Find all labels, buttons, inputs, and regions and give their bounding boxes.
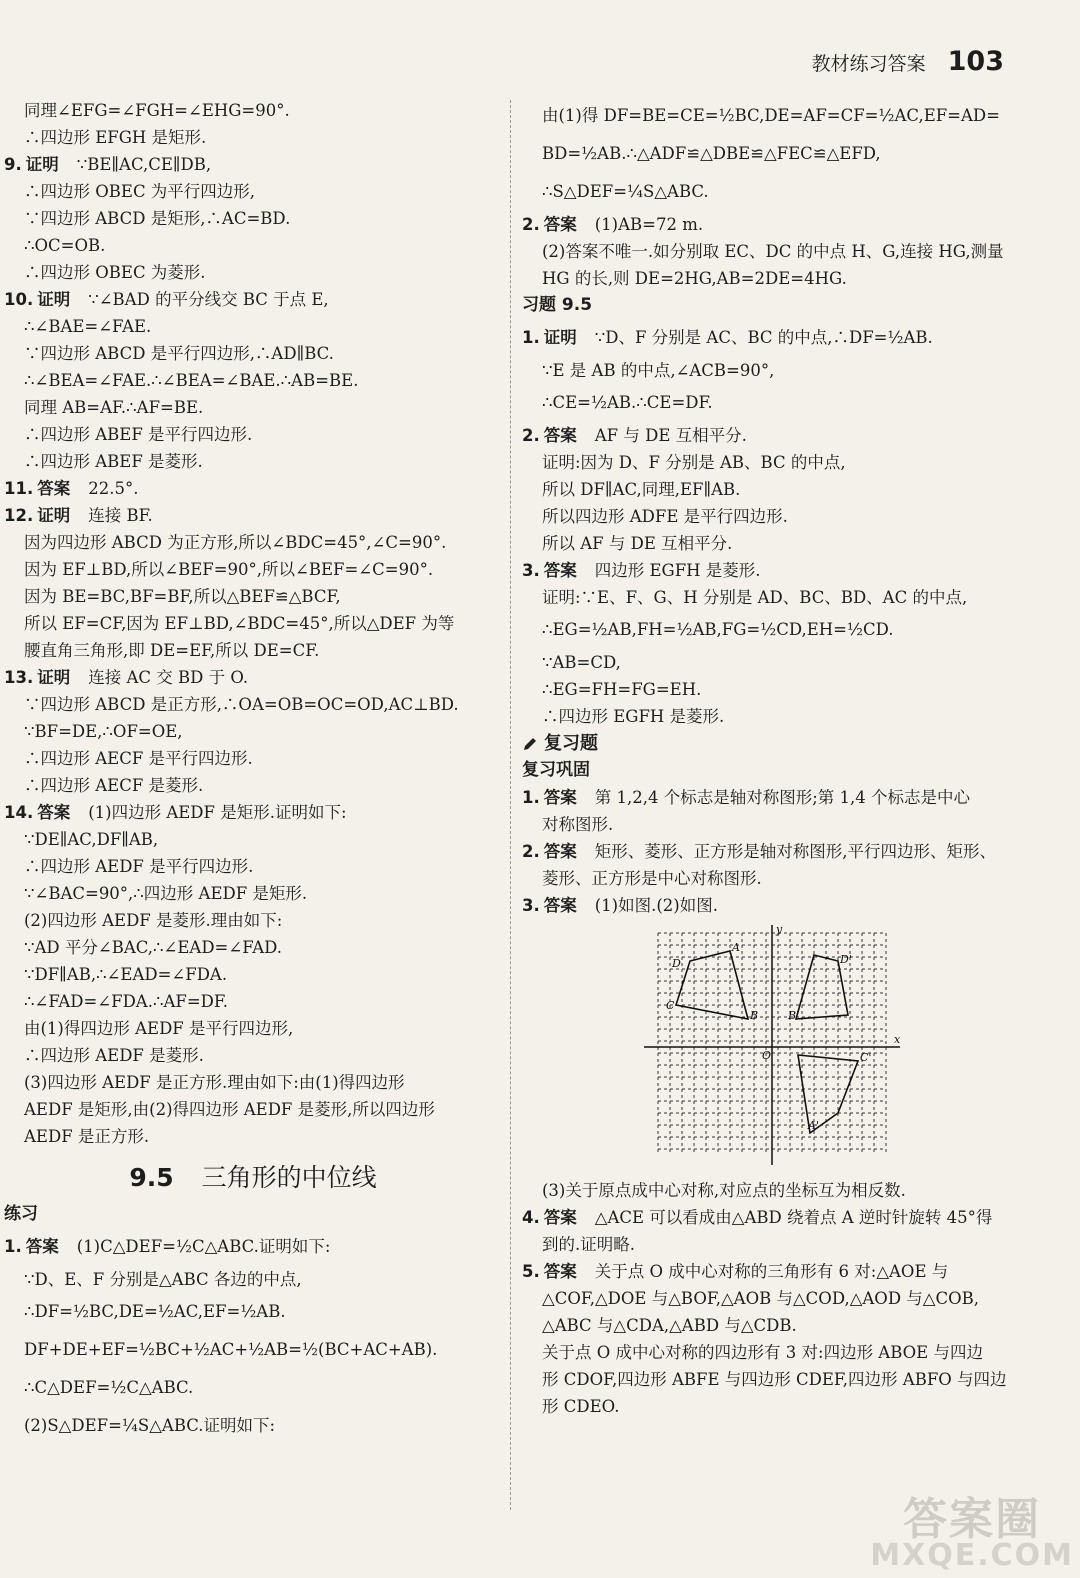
question-9: 9. 证明 ∵BE∥AC,CE∥DB, xyxy=(4,155,212,174)
review-heading: 复习题 xyxy=(522,730,1020,757)
text-line: BD=½AB.∴△ADF≌△DBE≌△FEC≌△EFD, xyxy=(542,144,881,163)
text-line: 所以 EF=CF,因为 EF⊥BD,∠BDC=45°,所以△DEF 为等 xyxy=(24,614,455,633)
text-line: △ABC 与△CDA,△ABD 与△CDB. xyxy=(542,1316,797,1335)
review-3: 3. 答案 (1)如图.(2)如图. xyxy=(522,896,718,915)
text-line: (2)四边形 AEDF 是菱形.理由如下: xyxy=(24,911,283,930)
exercise-3: 3. 答案 四边形 EGFH 是菱形. xyxy=(522,561,761,580)
text-line: ∴四边形 AEDF 是平行四边形. xyxy=(24,857,254,876)
pencil-icon xyxy=(522,736,538,752)
left-column xyxy=(4,97,502,1445)
text-line: ∴四边形 AEDF 是菱形. xyxy=(24,1046,204,1065)
text-line: ∴EG=½AB,FH=½AB,FG=½CD,EH=½CD. xyxy=(542,620,894,639)
watermark: 答案圈 MXQE.COM xyxy=(870,1494,1074,1573)
shape-ABCD xyxy=(676,951,748,1019)
svg-text:x: x xyxy=(894,1033,901,1046)
exercise-2: 2. 答案 AF 与 DE 互相平分. xyxy=(522,426,747,445)
right-column xyxy=(522,97,1020,1420)
text-line: 对称图形. xyxy=(542,815,614,834)
exercise-heading: 习题 9.5 xyxy=(522,295,593,315)
text-line: 腰直角三角形,即 DE=EF,所以 DE=CF. xyxy=(24,641,320,660)
question-2: 2. 答案 (1)AB=72 m. xyxy=(522,215,704,234)
text-line: ∴OC=OB. xyxy=(24,236,106,255)
svg-text:A: A xyxy=(732,941,740,954)
text-line: ∵BF=DE,∴OF=OE, xyxy=(24,722,183,741)
review-1: 1. 答案 第 1,2,4 个标志是轴对称图形;第 1,4 个标志是中心 xyxy=(522,788,971,807)
text-line: 由(1)得 DF=BE=CE=½BC,DE=AF=CF=½AC,EF=AD= xyxy=(542,106,1000,125)
text-line: 所以四边形 ADFE 是平行四边形. xyxy=(542,507,788,526)
text-line: 因为 EF⊥BD,所以∠BEF=90°,所以∠BEF=∠C=90°. xyxy=(24,560,434,579)
svg-text:C: C xyxy=(666,999,675,1012)
svg-text:B': B' xyxy=(788,1009,800,1022)
text-line: 由(1)得四边形 AEDF 是平行四边形, xyxy=(24,1019,294,1038)
text-line: ∴四边形 AECF 是平行四边形. xyxy=(24,749,253,768)
text-line: ∵AB=CD, xyxy=(542,653,621,672)
text-line: ∴DF=½BC,DE=½AC,EF=½AB. xyxy=(24,1302,286,1321)
text-line: ∴四边形 ABEF 是菱形. xyxy=(24,452,203,471)
text-line: 因为 BE=BC,BF=BF,所以△BEF≌△BCF, xyxy=(24,587,341,606)
text-line: 同理 AB=AF.∴AF=BE. xyxy=(24,398,204,417)
text-line: 形 CDOF,四边形 ABFE 与四边形 CDEF,四边形 ABFO 与四边 xyxy=(542,1370,1007,1389)
text-line: 到的.证明略. xyxy=(542,1235,635,1254)
svg-text:C': C' xyxy=(860,1051,872,1064)
text-line: ∵四边形 ABCD 是平行四边形,∴AD∥BC. xyxy=(24,344,334,363)
text-line: ∴四边形 EGFH 是菱形. xyxy=(542,707,725,726)
text-line: 所以 AF 与 DE 互相平分. xyxy=(542,534,733,553)
text-line: ∵四边形 ABCD 是矩形,∴AC=BD. xyxy=(24,209,291,228)
text-line: 所以 DF∥AC,同理,EF∥AB. xyxy=(542,480,741,499)
text-line: ∴四边形 EFGH 是矩形. xyxy=(24,128,207,147)
svg-text:O: O xyxy=(762,1049,772,1062)
grid-diagram xyxy=(638,923,908,1167)
text-line: ∴EG=FH=FG=EH. xyxy=(542,680,702,699)
text-line: ∴CE=½AB.∴CE=DF. xyxy=(542,393,713,412)
text-line: AEDF 是正方形. xyxy=(24,1127,150,1146)
text-line: ∴四边形 ABEF 是平行四边形. xyxy=(24,425,253,444)
svg-text:y: y xyxy=(776,923,783,936)
text-line: ∵∠BAC=90°,∴四边形 AEDF 是矩形. xyxy=(24,884,308,903)
text-line: ∴C△DEF=½C△ABC. xyxy=(24,1378,194,1397)
svg-text:D: D xyxy=(672,957,681,970)
page-header xyxy=(812,46,1004,77)
column-divider xyxy=(510,100,511,1510)
text-line: ∴∠BAE=∠FAE. xyxy=(24,317,152,336)
text-line: ∵四边形 ABCD 是正方形,∴OA=OB=OC=OD,AC⊥BD. xyxy=(24,695,459,714)
text-line: ∵DE∥AC,DF∥AB, xyxy=(24,830,159,849)
text-line: ∴S△DEF=¼S△ABC. xyxy=(542,182,709,201)
text-line: (3)四边形 AEDF 是正方形.理由如下:由(1)得四边形 xyxy=(24,1073,405,1092)
text-line: ∴四边形 OBEC 为菱形. xyxy=(24,263,206,282)
text-line: 证明:因为 D、F 分别是 AB、BC 的中点, xyxy=(542,453,846,472)
text-line: DF+DE+EF=½BC+½AC+½AB=½(BC+AC+AB). xyxy=(24,1340,438,1359)
review-2: 2. 答案 矩形、菱形、正方形是轴对称图形,平行四边形、矩形、 xyxy=(522,842,996,861)
coordinate-figure xyxy=(522,919,1020,1177)
text-line: 菱形、正方形是中心对称图形. xyxy=(542,869,762,888)
text-line: 形 CDEO. xyxy=(542,1397,620,1416)
exercise-1: 1. 证明 ∵D、F 分别是 AC、BC 的中点,∴DF=½AB. xyxy=(522,328,933,347)
practice-1: 1. 答案 (1)C△DEF=½C△ABC.证明如下: xyxy=(4,1237,331,1256)
text-line: 同理∠EFG=∠FGH=∠EHG=90°. xyxy=(24,101,290,120)
svg-text:D': D' xyxy=(840,953,852,966)
text-line: (2)答案不唯一.如分别取 EC、DC 的中点 H、G,连接 HG,测量 xyxy=(542,242,1004,261)
text-line: AEDF 是矩形,由(2)得四边形 AEDF 是菱形,所以四边形 xyxy=(24,1100,435,1119)
svg-text:A': A' xyxy=(808,1119,819,1132)
text-line: ∴∠FAD=∠FDA.∴AF=DF. xyxy=(24,992,229,1011)
text-line: 因为四边形 ABCD 为正方形,所以∠BDC=45°,∠C=90°. xyxy=(24,533,447,552)
text-line: △COF,△DOE 与△BOF,△AOB 与△COD,△AOD 与△COB, xyxy=(542,1289,980,1308)
text-line: ∴四边形 AECF 是菱形. xyxy=(24,776,204,795)
text-line: 关于点 O 成中心对称的四边形有 3 对:四边形 ABOE 与四边 xyxy=(542,1343,983,1362)
text-line: ∴四边形 OBEC 为平行四边形, xyxy=(24,182,256,201)
text-line: 证明:∵E、F、G、H 分别是 AD、BC、BD、AC 的中点, xyxy=(542,588,968,607)
text-line: ∵E 是 AB 的中点,∠ACB=90°, xyxy=(542,361,775,380)
question-10: 10. 证明 ∵∠BAD 的平分线交 BC 于点 E, xyxy=(4,290,329,309)
text-line: ∴∠BEA=∠FAE.∴∠BEA=∠BAE.∴AB=BE. xyxy=(24,371,359,390)
page-number: 103 xyxy=(947,46,1004,77)
text-line: (2)S△DEF=¼S△ABC.证明如下: xyxy=(24,1416,276,1435)
svg-text:B: B xyxy=(750,1009,759,1022)
text-line: HG 的长,则 DE=2HG,AB=2DE=4HG. xyxy=(542,269,847,288)
text-line: ∵DF∥AB,∴∠EAD=∠FDA. xyxy=(24,965,228,984)
text-line: ∵AD 平分∠BAC,∴∠EAD=∠FAD. xyxy=(24,938,283,957)
review-subheading: 复习巩固 xyxy=(522,760,590,780)
text-line: (3)关于原点成中心对称,对应点的坐标互为相反数. xyxy=(542,1181,906,1200)
review-4: 4. 答案 △ACE 可以看成由△ABD 绕着点 A 逆时针旋转 45°得 xyxy=(522,1208,993,1227)
practice-heading: 练习 xyxy=(4,1204,38,1224)
section-title: 9.5 三角形的中位线 xyxy=(129,1163,377,1192)
question-13: 13. 证明 连接 AC 交 BD 于 O. xyxy=(4,668,249,687)
text-line: ∵D、E、F 分别是△ABC 各边的中点, xyxy=(24,1270,302,1289)
question-11: 11. 答案 22.5°. xyxy=(4,479,139,498)
question-12: 12. 证明 连接 BF. xyxy=(4,506,153,525)
shape-prime-bottom xyxy=(798,1055,858,1133)
question-14: 14. 答案 (1)四边形 AEDF 是矩形.证明如下: xyxy=(4,803,347,822)
header-title: 教材练习答案 xyxy=(811,53,926,75)
review-5: 5. 答案 关于点 O 成中心对称的三角形有 6 对:△AOE 与 xyxy=(522,1262,949,1281)
